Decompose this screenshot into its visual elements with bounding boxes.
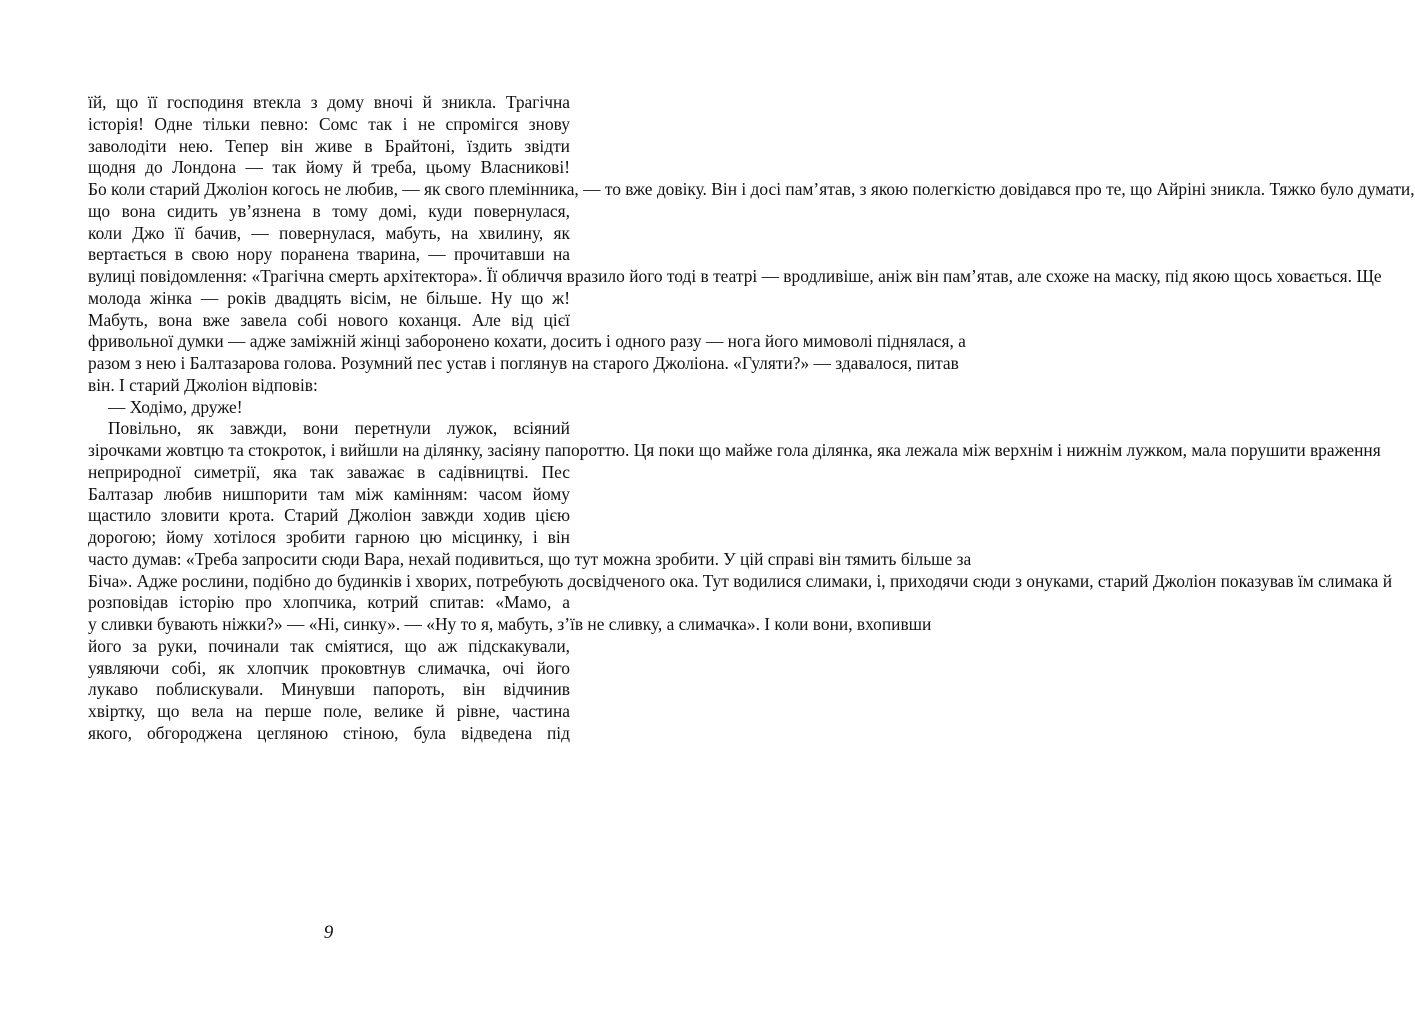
text-line: Біча». Адже рослини, подібно до будинків і хворих, потребують досвідченого ока. Тут водилися слимаки, і, приходячи сюди з онуками, старий Джоліон показував їм слимака й xyxy=(88,570,1393,591)
text-line: уявляючи собі, як хлопчик проковтнув слимачка, очі його xyxy=(88,657,570,678)
page-text xyxy=(88,92,1415,745)
text-line: щастило зловити крота. Старий Джоліон завжди ходив цією xyxy=(88,505,570,526)
paragraph-first-line: Повільно, як завжди, вони перетнули лужок, всіяний xyxy=(108,418,570,439)
text-line: вулиці повідомлення: «Трагічна смерть архітектора». Її обличчя вразило його тоді в театрі — вродливіше, аніж він пам’ятав, але схоже на маску, під якою щось ховається. Ще xyxy=(88,266,1382,286)
text-line: заволодіти нею. Тепер він живе в Брайтоні, їздить звідти xyxy=(88,135,570,156)
dialogue-line: — Ходімо, друже! xyxy=(108,396,243,417)
text-line: він. І старий Джоліон відповів: xyxy=(88,374,318,395)
text-line: розповідав історію про хлопчика, котрий спитав: «Мамо, а xyxy=(88,592,570,613)
text-line: лукаво поблискували. Минувши папороть, він відчинив xyxy=(88,679,570,700)
text-line: молода жінка — років двадцять вісім, не більше. Ну що ж! xyxy=(88,287,570,308)
page-number: 9 xyxy=(323,922,334,943)
text-line: вертається в свою нору поранена тварина, — прочитавши на xyxy=(88,244,570,265)
text-line: коли Джо її бачив, — повернулася, мабуть, на хвилину, як xyxy=(88,222,570,243)
text-line: у сливки бувають ніжки?» — «Ні, синку». — «Ну то я, мабуть, з’їв не сливку, а слимачка». І коли вони, вхопивши xyxy=(88,614,932,634)
text-line: їй, що її господиня втекла з дому вночі й зникла. Трагічна xyxy=(88,92,570,112)
text-line: Бо коли старий Джоліон когось не любив, — як свого племінника, — то вже довіку. Він і досі пам’ятав, з якою полегкістю довідався про те, що Айріні зникла. Тяжко було думати, xyxy=(88,179,1415,199)
text-line: часто думав: «Треба запросити сюди Вара, нехай подивиться, що тут можна зробити. У цій справі він тямить більше за xyxy=(88,548,972,569)
text-line: історія! Одне тільки певно: Сомс так і не спромігся знову xyxy=(88,113,570,134)
text-line: щодня до Лондона — так йому й треба, цьому Власникові! xyxy=(88,157,570,178)
text-line: разом з нею і Балтазарова голова. Розумний пес устав і поглянув на старого Джоліона. «Гуляти?» — здавалося, питав xyxy=(88,353,959,373)
text-line: фривольної думки — адже заміжній жінці заборонено кохати, досить і одного разу — нога його мимоволі піднялася, а xyxy=(88,331,966,352)
text-line: неприродної симетрії, яка так заважає в садівництві. Пес xyxy=(88,461,570,482)
text-line: що вона сидить ув’язнена в тому домі, куди повернулася, xyxy=(88,200,570,221)
text-line: його за руки, починали так сміятися, що аж підскакували, xyxy=(88,635,570,656)
text-line: якого, обгороджена цегляною стіною, була відведена під xyxy=(88,722,570,743)
text-line: дорогою; йому хотілося зробити гарною цю місцинку, і він xyxy=(88,527,570,547)
text-line: хвіртку, що вела на перше поле, велике й рівне, частина xyxy=(88,701,570,721)
text-line: Балтазар любив нишпорити там між камінням: часом йому xyxy=(88,483,570,504)
text-line: Мабуть, вона вже завела собі нового коханця. Але від цієї xyxy=(88,309,570,330)
text-line: зірочками жовтцю та стокроток, і вийшли на ділянку, засіяну папороттю. Ця поки що майже гола ділянка, яка лежала між верхнім і нижнім лужком, мала порушити враження xyxy=(88,440,1381,460)
